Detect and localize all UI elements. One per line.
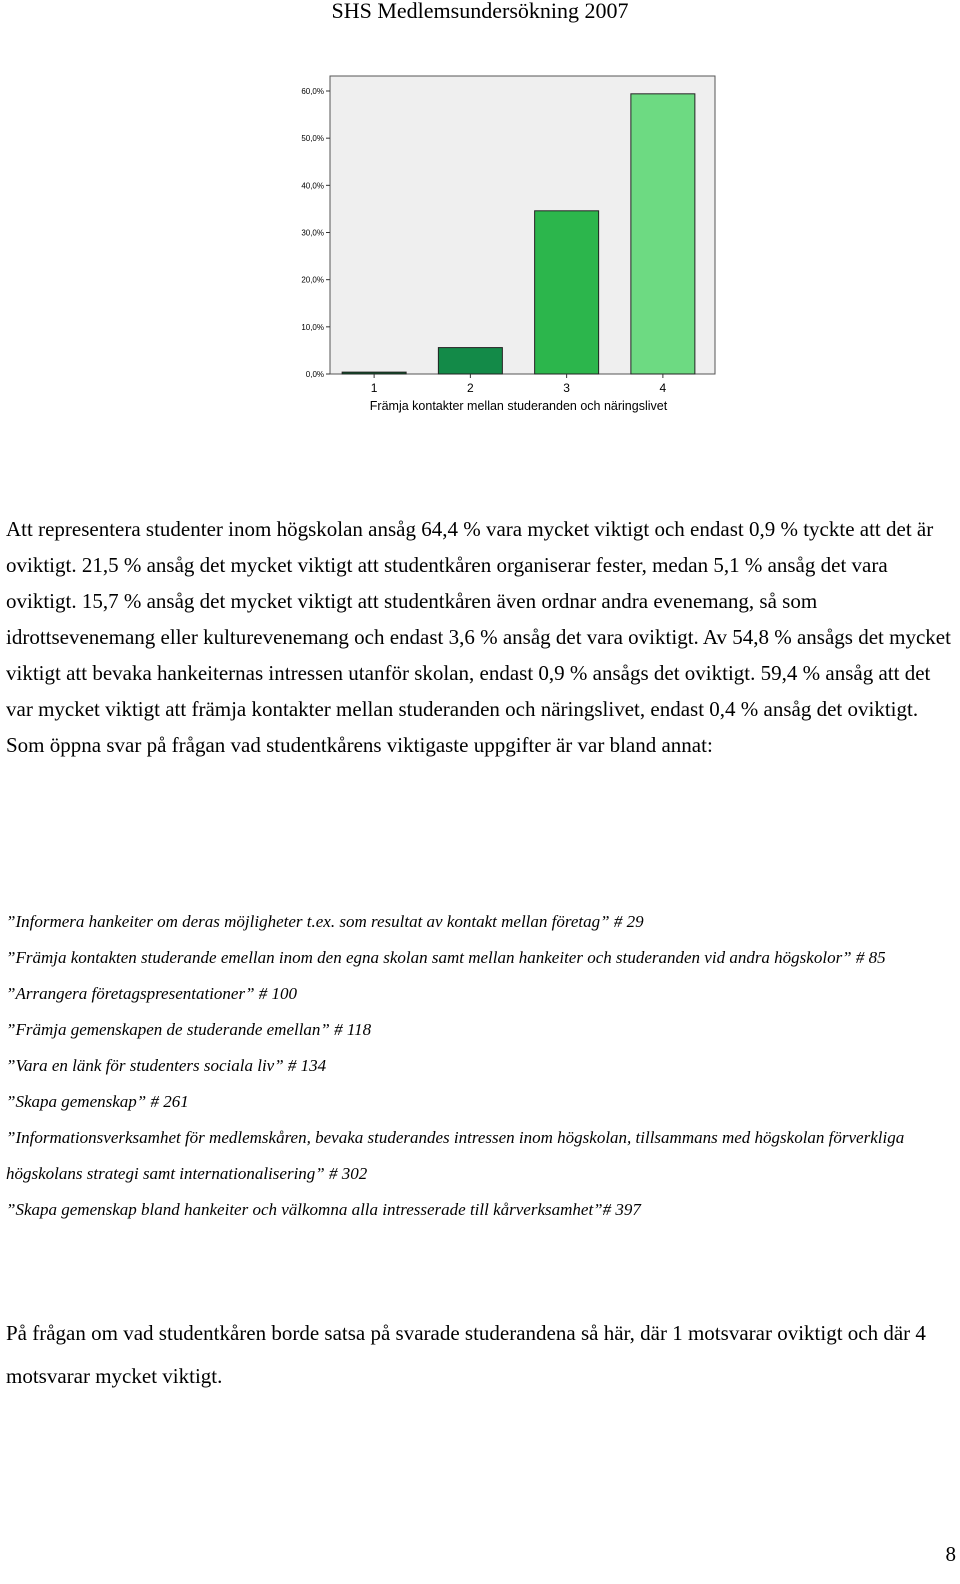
y-tick-label: 10,0% xyxy=(301,322,324,332)
quote-item: ”Informera hankeiter om deras möjligheter t.ex. som resultat av kontakt mellan företag” # 29 xyxy=(6,912,644,931)
quote-item: ”Skapa gemenskap bland hankeiter och välkomna alla intresserade till kårverksamhet”# 397 xyxy=(6,1200,641,1219)
bar-chart-svg xyxy=(250,64,730,434)
paragraph-importance-results: Att representera studenter inom högskolan ansåg 64,4 % vara mycket viktigt och endast 0,9 % tyckte att det är oviktigt. 21,5 % ansåg det mycket viktigt att studentkåren organiserar fester, medan 5,1 % ansåg det vara oviktigt. 15,7 % ansåg det mycket viktigt att studentkåren även ordnar andra evenemang, så som idrottsevenemang eller kulturevenemang och endast 3,6 % ansåg det vara oviktigt. Av 54,8 % ansågs det mycket viktigt att bevaka hankeiternas intressen utanför skolan, endast 0,9 % ansågs det oviktigt. 59,4 % ansåg att det var mycket viktigt att främja kontakter mellan studeranden och näringslivet, endast 0,4 % ansåg det oviktigt. Som öppna svar på frågan vad studentkårens viktigaste uppgifter är var bland annat: xyxy=(6,517,951,757)
quote-item: ”Främja gemenskapen de studerande emellan” # 118 xyxy=(6,1020,372,1039)
y-tick-label: 30,0% xyxy=(301,228,324,238)
y-tick-label: 20,0% xyxy=(301,275,324,285)
y-tick-label: 60,0% xyxy=(301,87,324,96)
x-axis-label: Främja kontakter mellan studeranden och näringslivet xyxy=(369,399,668,413)
quote-item: ”Skapa gemenskap” # 261 xyxy=(6,1092,189,1111)
x-tick-label: 3 xyxy=(563,381,570,395)
page-header: SHS Medlemsundersökning 2007 xyxy=(331,0,629,23)
x-tick-label: 2 xyxy=(467,381,474,395)
quote-item: ”Vara en länk för studenters sociala liv” # 134 xyxy=(6,1056,327,1075)
paragraph-next-question: På frågan om vad studentkåren borde satsa på svarade studerandena så här, där 1 motsvarar oviktigt och där 4 motsvarar mycket viktigt. xyxy=(6,1321,926,1388)
x-tick-label: 1 xyxy=(370,381,378,395)
x-tick-label: 4 xyxy=(659,381,667,395)
bar-2 xyxy=(438,348,502,374)
quote-item: ”Arrangera företagspresentationer” # 100 xyxy=(6,984,298,1003)
open-answers-list xyxy=(6,904,954,1228)
bar-3 xyxy=(535,211,599,374)
bar-chart xyxy=(250,64,730,434)
quote-item: ”Främja kontakten studerande emellan inom den egna skolan samt mellan hankeiter och studeranden vid andra högskolor” # 85 xyxy=(6,948,886,967)
bar-1 xyxy=(342,372,406,374)
page-number: 8 xyxy=(945,1542,956,1566)
bar-4 xyxy=(631,94,695,374)
y-tick-label: 40,0% xyxy=(301,181,324,191)
y-tick-label: 0,0% xyxy=(305,370,324,379)
y-tick-label: 50,0% xyxy=(301,134,324,144)
quote-item: ”Informationsverksamhet för medlemskåren, bevaka studerandes intressen inom högskolan, tillsammans med högskolan förverkliga högskolans strategi samt internationalisering” # 302 xyxy=(6,1128,905,1183)
